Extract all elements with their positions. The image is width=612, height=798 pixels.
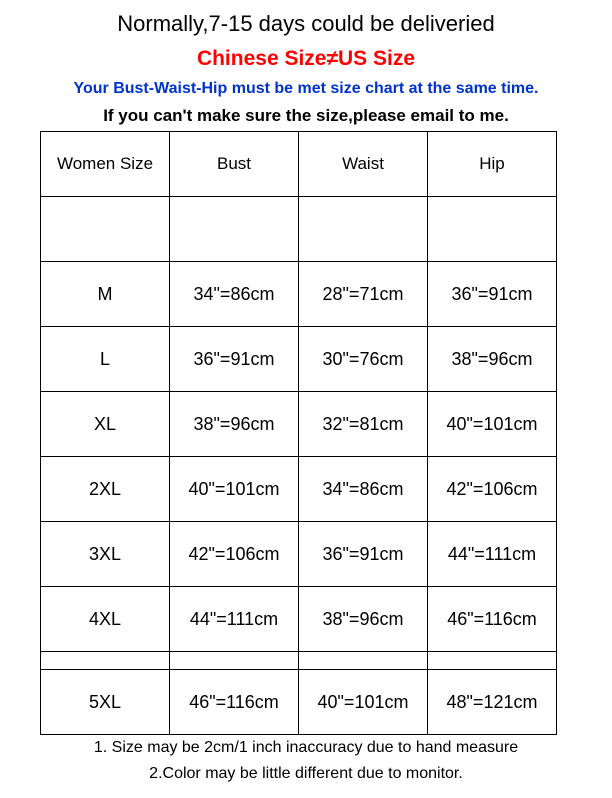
cell-hip: 46"=116cm [428,587,557,652]
cell-hip: 48"=121cm [428,670,557,735]
cell-bust [170,652,299,670]
size-chart-table [40,131,557,735]
header-bust: Bust [170,132,299,197]
cell-bust: 40"=101cm [170,457,299,522]
cell-bust: 46"=116cm [170,670,299,735]
cell-bust: 44"=111cm [170,587,299,652]
cell-bust: 42"=106cm [170,522,299,587]
cell-waist: 32"=81cm [299,392,428,457]
cell-women-size: 5XL [41,670,170,735]
cell-women-size [41,652,170,670]
size-warning: Chinese Size≠US Size [196,47,416,70]
cell-women-size: 4XL [41,587,170,652]
cell-hip: 38"=96cm [428,327,557,392]
cell-women-size: 3XL [41,522,170,587]
cell-women-size: 2XL [41,457,170,522]
cell-hip [428,197,557,262]
table-row [41,522,557,587]
cell-waist [299,652,428,670]
header-hip: Hip [428,132,557,197]
cell-hip: 40"=101cm [428,392,557,457]
table-row [41,327,557,392]
table-header-row [41,132,557,197]
cell-bust: 38"=96cm [170,392,299,457]
table-row [41,457,557,522]
cell-women-size: M [41,262,170,327]
header-waist: Waist [299,132,428,197]
cell-bust: 36"=91cm [170,327,299,392]
measurement-instruction: Your Bust-Waist-Hip must be met size chart at the same time. [73,80,539,97]
header-women-size: Women Size [41,132,170,197]
footnote-measurement: 1. Size may be 2cm/1 inch inaccuracy due to hand measure [93,739,519,756]
cell-hip: 42"=106cm [428,457,557,522]
table-row [41,197,557,262]
cell-women-size [41,197,170,262]
footnote-color: 2.Color may be little different due to monitor. [149,765,463,782]
table-row [41,652,557,670]
delivery-note: Normally,7-15 days could be deliveried [117,11,495,36]
cell-waist [299,197,428,262]
cell-hip: 44"=111cm [428,522,557,587]
table-row [41,587,557,652]
cell-waist: 30"=76cm [299,327,428,392]
cell-waist: 28"=71cm [299,262,428,327]
cell-women-size: L [41,327,170,392]
cell-waist: 34"=86cm [299,457,428,522]
cell-hip [428,652,557,670]
cell-women-size: XL [41,392,170,457]
cell-bust: 34"=86cm [170,262,299,327]
table-row [41,262,557,327]
table-row [41,670,557,735]
table-row [41,392,557,457]
cell-waist: 40"=101cm [299,670,428,735]
cell-waist: 36"=91cm [299,522,428,587]
contact-instruction: If you can't make sure the size,please email to me. [103,106,509,125]
cell-bust [170,197,299,262]
cell-waist: 38"=96cm [299,587,428,652]
cell-hip: 36"=91cm [428,262,557,327]
